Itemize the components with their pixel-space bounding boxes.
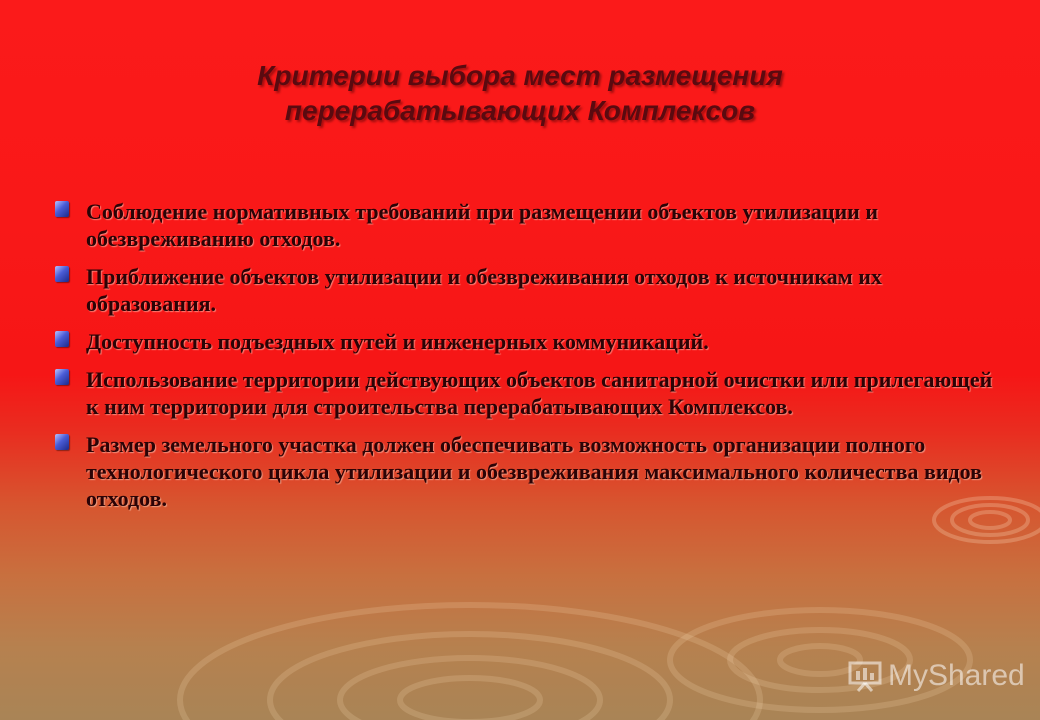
list-item-text: Доступность подъездных путей и инженерных коммуникаций.: [86, 329, 709, 354]
square-bullet-icon: [55, 331, 69, 347]
list-item-text: Использование территории действующих объектов санитарной очистки или прилегающей к ним территории для строительства перерабатывающих Комплексов.: [86, 367, 993, 419]
square-bullet-icon: [55, 369, 69, 385]
title-line-2: перерабатывающих Комплексов: [284, 95, 756, 126]
slide-title: [170, 58, 870, 128]
list-item-text: Соблюдение нормативных требований при размещении объектов утилизации и обезвреживанию отходов.: [86, 199, 879, 251]
watermark-text: MyShared: [888, 659, 1025, 692]
criteria-list: [52, 198, 1002, 523]
presentation-icon: [848, 659, 882, 693]
list-item: [52, 263, 1002, 317]
square-bullet-icon: [55, 266, 69, 282]
list-item: [52, 431, 1002, 512]
square-bullet-icon: [55, 201, 69, 217]
square-bullet-icon: [55, 434, 69, 450]
title-line-1: Критерии выбора мест размещения: [257, 60, 783, 91]
list-item-text: Приближение объектов утилизации и обезвреживания отходов к источникам их образования.: [86, 264, 882, 316]
list-item-text: Размер земельного участка должен обеспечивать возможность организации полного технологического цикла утилизации и обезвреживания максимального количества видов отходов.: [86, 432, 982, 511]
watermark: [848, 656, 1025, 696]
list-item: [52, 366, 1002, 420]
list-item: [52, 198, 1002, 252]
list-item: [52, 328, 1002, 355]
